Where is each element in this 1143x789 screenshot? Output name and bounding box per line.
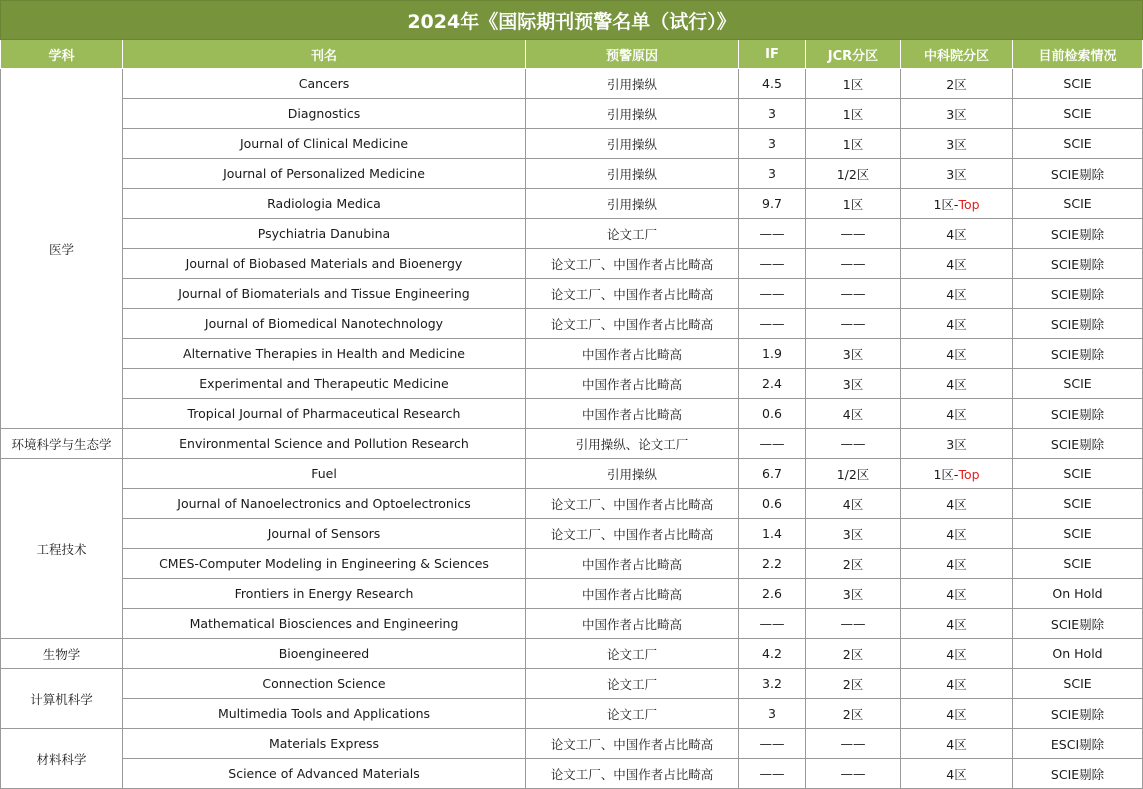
jcr-cell: —— bbox=[806, 309, 901, 339]
table-row bbox=[1, 639, 1143, 669]
cas-zone: 1区- bbox=[933, 466, 959, 482]
jcr-cell: —— bbox=[806, 609, 901, 639]
reason-cell: 论文工厂、中国作者占比畸高 bbox=[526, 249, 739, 279]
jcr-cell: 2区 bbox=[806, 549, 901, 579]
table-row bbox=[1, 429, 1143, 459]
reason-cell: 中国作者占比畸高 bbox=[526, 579, 739, 609]
cas-cell bbox=[901, 459, 1013, 489]
reason-cell: 论文工厂 bbox=[526, 639, 739, 669]
cas-zone: 4区 bbox=[946, 706, 967, 722]
jcr-cell: 4区 bbox=[806, 489, 901, 519]
index-status-cell: SCIE剔除 bbox=[1013, 279, 1143, 309]
index-status-cell: SCIE bbox=[1013, 99, 1143, 129]
journal-cell: Bioengineered bbox=[123, 639, 526, 669]
index-status-cell: SCIE bbox=[1013, 669, 1143, 699]
table-row bbox=[1, 159, 1143, 189]
cas-zone: 4区 bbox=[946, 226, 967, 242]
table-row bbox=[1, 519, 1143, 549]
index-status-cell: SCIE bbox=[1013, 519, 1143, 549]
index-status-cell: SCIE bbox=[1013, 459, 1143, 489]
index-status-cell: SCIE剔除 bbox=[1013, 339, 1143, 369]
header-journal: 刊名 bbox=[123, 40, 526, 69]
cas-zone: 1区- bbox=[933, 196, 959, 212]
reason-cell: 论文工厂、中国作者占比畸高 bbox=[526, 279, 739, 309]
jcr-cell: —— bbox=[806, 759, 901, 789]
index-status-cell: On Hold bbox=[1013, 639, 1143, 669]
table-row bbox=[1, 759, 1143, 789]
cas-cell bbox=[901, 99, 1013, 129]
if-cell: 1.4 bbox=[739, 519, 806, 549]
subject-cell: 生物学 bbox=[1, 639, 123, 669]
cas-cell bbox=[901, 249, 1013, 279]
journal-cell: Diagnostics bbox=[123, 99, 526, 129]
subject-cell: 医学 bbox=[1, 69, 123, 429]
if-cell: —— bbox=[739, 249, 806, 279]
cas-cell bbox=[901, 489, 1013, 519]
journal-cell: Fuel bbox=[123, 459, 526, 489]
index-status-cell: SCIE bbox=[1013, 189, 1143, 219]
table-row bbox=[1, 369, 1143, 399]
cas-cell bbox=[901, 339, 1013, 369]
index-status-cell: SCIE剔除 bbox=[1013, 309, 1143, 339]
index-status-cell: SCIE剔除 bbox=[1013, 759, 1143, 789]
cas-cell bbox=[901, 639, 1013, 669]
cas-zone: 3区 bbox=[946, 106, 967, 122]
cas-zone: 4区 bbox=[946, 346, 967, 362]
table-row bbox=[1, 279, 1143, 309]
cas-cell bbox=[901, 579, 1013, 609]
index-status-cell: On Hold bbox=[1013, 579, 1143, 609]
journal-cell: Multimedia Tools and Applications bbox=[123, 699, 526, 729]
cas-cell bbox=[901, 609, 1013, 639]
if-cell: —— bbox=[739, 279, 806, 309]
cas-cell bbox=[901, 399, 1013, 429]
reason-cell: 论文工厂、中国作者占比畸高 bbox=[526, 489, 739, 519]
header-jcr: JCR分区 bbox=[806, 40, 901, 69]
table-row bbox=[1, 189, 1143, 219]
cas-cell bbox=[901, 189, 1013, 219]
cas-cell bbox=[901, 129, 1013, 159]
reason-cell: 引用操纵 bbox=[526, 69, 739, 99]
cas-cell bbox=[901, 429, 1013, 459]
table-row bbox=[1, 249, 1143, 279]
header-reason: 预警原因 bbox=[526, 40, 739, 69]
jcr-cell: 3区 bbox=[806, 339, 901, 369]
journal-cell: CMES-Computer Modeling in Engineering & Sciences bbox=[123, 549, 526, 579]
cas-cell bbox=[901, 759, 1013, 789]
table-row bbox=[1, 309, 1143, 339]
jcr-cell: —— bbox=[806, 429, 901, 459]
cas-zone: 4区 bbox=[946, 676, 967, 692]
index-status-cell: SCIE剔除 bbox=[1013, 399, 1143, 429]
subject-cell: 环境科学与生态学 bbox=[1, 429, 123, 459]
subject-cell: 工程技术 bbox=[1, 459, 123, 639]
jcr-cell: 3区 bbox=[806, 369, 901, 399]
cas-zone: 2区 bbox=[946, 76, 967, 92]
cas-zone: 4区 bbox=[946, 406, 967, 422]
jcr-cell: —— bbox=[806, 279, 901, 309]
if-cell: 9.7 bbox=[739, 189, 806, 219]
jcr-cell: 2区 bbox=[806, 639, 901, 669]
cas-cell bbox=[901, 699, 1013, 729]
cas-zone: 4区 bbox=[946, 616, 967, 632]
if-cell: 3 bbox=[739, 129, 806, 159]
cas-zone: 4区 bbox=[946, 316, 967, 332]
if-cell: —— bbox=[739, 309, 806, 339]
index-status-cell: SCIE bbox=[1013, 69, 1143, 99]
jcr-cell: —— bbox=[806, 249, 901, 279]
cas-cell bbox=[901, 159, 1013, 189]
table-row bbox=[1, 459, 1143, 489]
table-row bbox=[1, 579, 1143, 609]
index-status-cell: SCIE剔除 bbox=[1013, 429, 1143, 459]
journal-cell: Tropical Journal of Pharmaceutical Research bbox=[123, 399, 526, 429]
reason-cell: 论文工厂、中国作者占比畸高 bbox=[526, 309, 739, 339]
table-row bbox=[1, 399, 1143, 429]
table-row bbox=[1, 219, 1143, 249]
reason-cell: 引用操纵 bbox=[526, 99, 739, 129]
if-cell: —— bbox=[739, 429, 806, 459]
cas-zone: 4区 bbox=[946, 646, 967, 662]
cas-cell bbox=[901, 369, 1013, 399]
reason-cell: 中国作者占比畸高 bbox=[526, 339, 739, 369]
table-title: 2024年《国际期刊预警名单（试行）》 bbox=[1, 1, 1143, 40]
cas-cell bbox=[901, 279, 1013, 309]
if-cell: 2.6 bbox=[739, 579, 806, 609]
journal-cell: Journal of Biomedical Nanotechnology bbox=[123, 309, 526, 339]
table-row bbox=[1, 669, 1143, 699]
jcr-cell: 1区 bbox=[806, 69, 901, 99]
journal-cell: Journal of Nanoelectronics and Optoelectronics bbox=[123, 489, 526, 519]
table-row bbox=[1, 549, 1143, 579]
reason-cell: 中国作者占比畸高 bbox=[526, 369, 739, 399]
index-status-cell: ESCI剔除 bbox=[1013, 729, 1143, 759]
if-cell: —— bbox=[739, 729, 806, 759]
journal-cell: Connection Science bbox=[123, 669, 526, 699]
jcr-cell: 1/2区 bbox=[806, 159, 901, 189]
journal-cell: Radiologia Medica bbox=[123, 189, 526, 219]
header-if: IF bbox=[739, 40, 806, 69]
jcr-cell: —— bbox=[806, 729, 901, 759]
header-index-status: 目前检索情况 bbox=[1013, 40, 1143, 69]
subject-cell: 计算机科学 bbox=[1, 669, 123, 729]
cas-zone: 3区 bbox=[946, 436, 967, 452]
reason-cell: 中国作者占比畸高 bbox=[526, 549, 739, 579]
table-row bbox=[1, 339, 1143, 369]
jcr-cell: 1区 bbox=[806, 189, 901, 219]
journal-cell: Journal of Clinical Medicine bbox=[123, 129, 526, 159]
reason-cell: 论文工厂、中国作者占比畸高 bbox=[526, 729, 739, 759]
jcr-cell: 1区 bbox=[806, 129, 901, 159]
cas-zone: 4区 bbox=[946, 496, 967, 512]
if-cell: 3 bbox=[739, 159, 806, 189]
index-status-cell: SCIE剔除 bbox=[1013, 219, 1143, 249]
index-status-cell: SCIE bbox=[1013, 489, 1143, 519]
table-row bbox=[1, 69, 1143, 99]
if-cell: 3 bbox=[739, 699, 806, 729]
if-cell: 1.9 bbox=[739, 339, 806, 369]
cas-zone: 4区 bbox=[946, 766, 967, 782]
cas-zone: 3区 bbox=[946, 166, 967, 182]
reason-cell: 中国作者占比畸高 bbox=[526, 609, 739, 639]
journal-cell: Frontiers in Energy Research bbox=[123, 579, 526, 609]
jcr-cell: 1区 bbox=[806, 99, 901, 129]
reason-cell: 引用操纵 bbox=[526, 159, 739, 189]
journal-cell: Experimental and Therapeutic Medicine bbox=[123, 369, 526, 399]
header-cas: 中科院分区 bbox=[901, 40, 1013, 69]
jcr-cell: 1/2区 bbox=[806, 459, 901, 489]
journal-cell: Materials Express bbox=[123, 729, 526, 759]
table-row bbox=[1, 489, 1143, 519]
jcr-cell: 3区 bbox=[806, 519, 901, 549]
reason-cell: 引用操纵、论文工厂 bbox=[526, 429, 739, 459]
jcr-cell: 2区 bbox=[806, 699, 901, 729]
table-row bbox=[1, 99, 1143, 129]
if-cell: 2.2 bbox=[739, 549, 806, 579]
reason-cell: 论文工厂、中国作者占比畸高 bbox=[526, 519, 739, 549]
jcr-cell: —— bbox=[806, 219, 901, 249]
table-row bbox=[1, 609, 1143, 639]
cas-zone: 3区 bbox=[946, 136, 967, 152]
table-row bbox=[1, 699, 1143, 729]
index-status-cell: SCIE剔除 bbox=[1013, 159, 1143, 189]
cas-cell bbox=[901, 729, 1013, 759]
index-status-cell: SCIE剔除 bbox=[1013, 609, 1143, 639]
index-status-cell: SCIE剔除 bbox=[1013, 699, 1143, 729]
jcr-cell: 4区 bbox=[806, 399, 901, 429]
index-status-cell: SCIE剔除 bbox=[1013, 249, 1143, 279]
cas-cell bbox=[901, 549, 1013, 579]
if-cell: —— bbox=[739, 609, 806, 639]
if-cell: 2.4 bbox=[739, 369, 806, 399]
cas-zone: 4区 bbox=[946, 736, 967, 752]
reason-cell: 论文工厂 bbox=[526, 669, 739, 699]
if-cell: 3.2 bbox=[739, 669, 806, 699]
if-cell: 0.6 bbox=[739, 399, 806, 429]
cas-zone: 4区 bbox=[946, 526, 967, 542]
journal-cell: Journal of Sensors bbox=[123, 519, 526, 549]
reason-cell: 引用操纵 bbox=[526, 459, 739, 489]
reason-cell: 论文工厂 bbox=[526, 699, 739, 729]
subject-cell: 材料科学 bbox=[1, 729, 123, 789]
cas-cell bbox=[901, 519, 1013, 549]
cas-zone: 4区 bbox=[946, 556, 967, 572]
cas-zone: 4区 bbox=[946, 586, 967, 602]
cas-cell bbox=[901, 219, 1013, 249]
if-cell: 6.7 bbox=[739, 459, 806, 489]
reason-cell: 中国作者占比畸高 bbox=[526, 399, 739, 429]
journal-cell: Journal of Biobased Materials and Bioenergy bbox=[123, 249, 526, 279]
if-cell: —— bbox=[739, 219, 806, 249]
if-cell: 4.5 bbox=[739, 69, 806, 99]
journal-cell: Psychiatria Danubina bbox=[123, 219, 526, 249]
journal-cell: Science of Advanced Materials bbox=[123, 759, 526, 789]
jcr-cell: 2区 bbox=[806, 669, 901, 699]
top-journal-badge: Top bbox=[958, 196, 980, 212]
if-cell: —— bbox=[739, 759, 806, 789]
index-status-cell: SCIE bbox=[1013, 549, 1143, 579]
cas-zone: 4区 bbox=[946, 376, 967, 392]
if-cell: 0.6 bbox=[739, 489, 806, 519]
journal-cell: Alternative Therapies in Health and Medicine bbox=[123, 339, 526, 369]
cas-cell bbox=[901, 669, 1013, 699]
cas-cell bbox=[901, 309, 1013, 339]
reason-cell: 引用操纵 bbox=[526, 129, 739, 159]
journal-cell: Mathematical Biosciences and Engineering bbox=[123, 609, 526, 639]
table-body bbox=[1, 69, 1143, 789]
cas-cell bbox=[901, 69, 1013, 99]
top-journal-badge: Top bbox=[958, 466, 980, 482]
journal-cell: Cancers bbox=[123, 69, 526, 99]
journal-cell: Journal of Biomaterials and Tissue Engineering bbox=[123, 279, 526, 309]
reason-cell: 论文工厂、中国作者占比畸高 bbox=[526, 759, 739, 789]
journal-cell: Environmental Science and Pollution Research bbox=[123, 429, 526, 459]
reason-cell: 论文工厂 bbox=[526, 219, 739, 249]
cas-zone: 4区 bbox=[946, 286, 967, 302]
index-status-cell: SCIE bbox=[1013, 369, 1143, 399]
table-row bbox=[1, 729, 1143, 759]
if-cell: 4.2 bbox=[739, 639, 806, 669]
reason-cell: 引用操纵 bbox=[526, 189, 739, 219]
journal-cell: Journal of Personalized Medicine bbox=[123, 159, 526, 189]
if-cell: 3 bbox=[739, 99, 806, 129]
index-status-cell: SCIE bbox=[1013, 129, 1143, 159]
header-subject: 学科 bbox=[1, 40, 123, 69]
table-row bbox=[1, 129, 1143, 159]
jcr-cell: 3区 bbox=[806, 579, 901, 609]
cas-zone: 4区 bbox=[946, 256, 967, 272]
